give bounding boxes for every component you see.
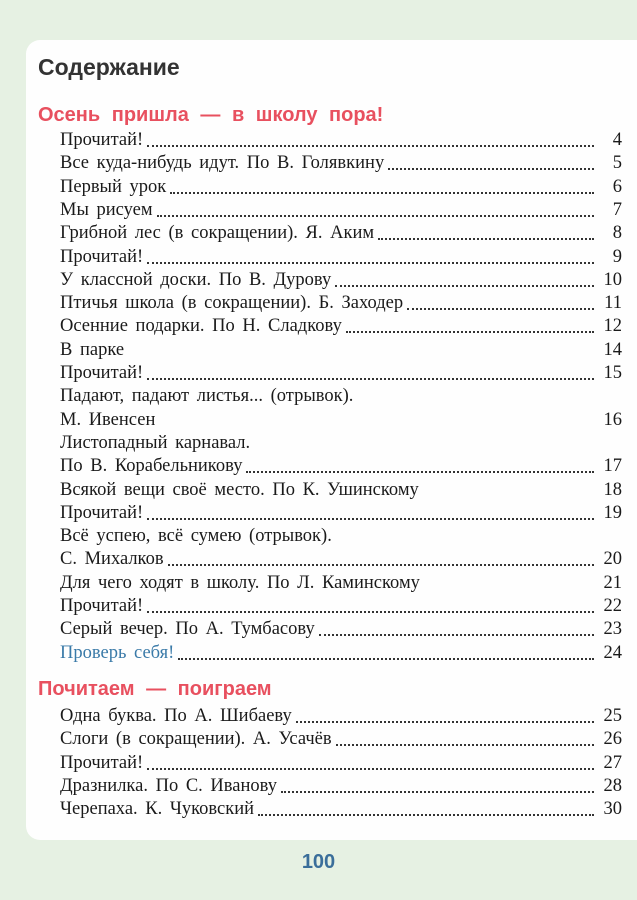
toc-entry-page: 12: [603, 316, 622, 337]
dot-leader: [378, 238, 594, 240]
toc-entry-title: Всё успею, всё сумею (отрывок).: [60, 526, 332, 547]
toc-entry[interactable]: [60, 525, 622, 548]
toc-entry[interactable]: [60, 269, 622, 292]
toc-entry-title: Птичья школа (в сокращении). Б. Заходер: [60, 293, 404, 314]
toc-entry[interactable]: [60, 129, 622, 152]
toc-entry-page: 5: [612, 153, 622, 174]
dot-leader: [168, 564, 594, 566]
toc-entry-page: 22: [603, 596, 622, 616]
toc-entry-title: С. Михалков: [60, 549, 164, 570]
dot-leader: [258, 814, 594, 816]
toc-entry-title: Грибной лес (в сокращении). Я. Аким: [60, 223, 375, 244]
toc-entry-title: Для чего ходят в школу. По Л. Каминскому: [60, 572, 420, 593]
toc-entry[interactable]: [60, 752, 622, 775]
dot-leader: [281, 791, 594, 793]
dot-leader: [147, 378, 594, 380]
toc-entry-title: В парке: [60, 339, 125, 360]
toc-entry-page: 16: [603, 409, 622, 430]
dot-leader: [335, 285, 594, 287]
toc-entry-title: Осенние подарки. По Н. Сладкову: [60, 316, 342, 337]
toc-entry-page: 9: [612, 246, 622, 267]
toc-entry-title: Одна буква. По А. Шибаеву: [60, 706, 292, 726]
toc-entry-page: 17: [603, 456, 622, 477]
dot-leader: [157, 215, 594, 217]
toc-entry-page: 6: [612, 176, 622, 197]
toc-entry-page: 18: [603, 479, 622, 500]
toc-entry-title: М. Ивенсен: [60, 409, 156, 430]
toc-entry[interactable]: [60, 642, 622, 665]
toc-entry-title: У классной доски. По В. Дурову: [60, 269, 332, 290]
section-heading: Осень пришла — в школу пора!: [38, 104, 384, 126]
toc-entry-page: 19: [603, 502, 622, 523]
toc-entry[interactable]: [60, 548, 622, 571]
toc-entry[interactable]: [60, 409, 622, 432]
section-heading: Почитаем — поиграем: [38, 678, 272, 700]
dot-leader: [296, 721, 594, 723]
toc-entry[interactable]: [60, 502, 622, 525]
toc-entry-page: 15: [603, 363, 622, 383]
dot-leader: [147, 768, 594, 770]
toc-entry[interactable]: [60, 246, 622, 269]
dot-leader: [170, 192, 594, 194]
toc-entry[interactable]: [60, 176, 622, 199]
dot-leader: [407, 308, 594, 310]
dot-leader: [147, 262, 594, 264]
toc-entry-title: Все куда-нибудь идут. По В. Голявкину: [60, 153, 385, 174]
toc-entry-page: 7: [612, 199, 622, 220]
dot-leader: [246, 471, 594, 473]
toc-entry-title: Падают, падают листья... (отрывок).: [60, 386, 354, 407]
toc-entry-title: Черепаха. К. Чуковский: [60, 799, 255, 820]
toc-entry[interactable]: [60, 479, 622, 502]
dot-leader: [147, 145, 594, 147]
toc-entry-page: 14: [603, 339, 622, 360]
dot-leader: [147, 611, 594, 613]
toc-entry[interactable]: [60, 798, 622, 821]
dot-leader: [346, 331, 594, 333]
dot-leader: [388, 168, 594, 170]
toc-entry[interactable]: [60, 362, 622, 385]
toc-entry[interactable]: [60, 595, 622, 618]
toc-entry[interactable]: [60, 152, 622, 175]
dot-leader: [147, 518, 594, 520]
toc-entry-page: 24: [603, 642, 622, 663]
toc-entry-title: Прочитай!: [60, 130, 144, 150]
toc-entry-title: Прочитай!: [60, 596, 144, 616]
toc-entry-page: 4: [612, 130, 622, 150]
toc-entry-title: Проверь себя!: [60, 642, 175, 663]
contents-title: Содержание: [38, 54, 180, 80]
toc-entry[interactable]: [60, 572, 622, 595]
page-number: 100: [301, 851, 336, 873]
toc-entry-page: 10: [603, 269, 622, 290]
toc-entry-title: Слоги (в сокращении). А. Усачёв: [60, 729, 332, 750]
toc-entry-page: 26: [603, 729, 622, 750]
toc-entry-page: 30: [603, 799, 622, 820]
toc-entry-page: 27: [603, 752, 622, 773]
toc-entry[interactable]: [60, 222, 622, 245]
toc-entry-title: Мы рисуем: [60, 199, 153, 220]
dot-leader: [336, 744, 594, 746]
toc-entry-page: 28: [603, 775, 622, 796]
toc-entry[interactable]: [60, 618, 622, 641]
toc-entry-title: Прочитай!: [60, 752, 144, 773]
toc-entry-title: Листопадный карнавал.: [60, 432, 251, 453]
toc-entry-title: Дразнилка. По С. Иванову: [60, 775, 277, 796]
toc-entry-page: 21: [603, 572, 622, 593]
toc-entry[interactable]: [60, 455, 622, 478]
toc-entry[interactable]: [60, 315, 622, 338]
toc-entry[interactable]: [60, 775, 622, 798]
toc-entry[interactable]: [60, 339, 622, 362]
toc-entry-page: 8: [612, 223, 622, 244]
toc-entry[interactable]: [60, 292, 622, 315]
toc-entry[interactable]: [60, 432, 622, 455]
dot-leader: [178, 658, 594, 660]
toc-entry[interactable]: [60, 199, 622, 222]
toc-entry-page: 11: [604, 293, 622, 314]
toc-entry[interactable]: [60, 728, 622, 751]
toc-entry-page: 23: [603, 619, 622, 640]
toc-entry[interactable]: [60, 385, 622, 408]
toc-entry-title: Прочитай!: [60, 363, 144, 383]
toc-entry-title: Прочитай!: [60, 502, 144, 523]
toc-entry[interactable]: [60, 705, 622, 728]
toc-entry-title: Первый урок: [60, 176, 167, 197]
toc-entry-page: 25: [603, 706, 622, 726]
toc-entry-title: Всякой вещи своё место. По К. Ушинскому: [60, 479, 419, 500]
toc-entry-title: Прочитай!: [60, 246, 144, 267]
toc-entry-title: Серый вечер. По А. Тумбасову: [60, 619, 315, 640]
toc-entry-title: По В. Корабельникову: [60, 456, 243, 477]
dot-leader: [319, 634, 594, 636]
toc-entry-page: 20: [603, 549, 622, 570]
